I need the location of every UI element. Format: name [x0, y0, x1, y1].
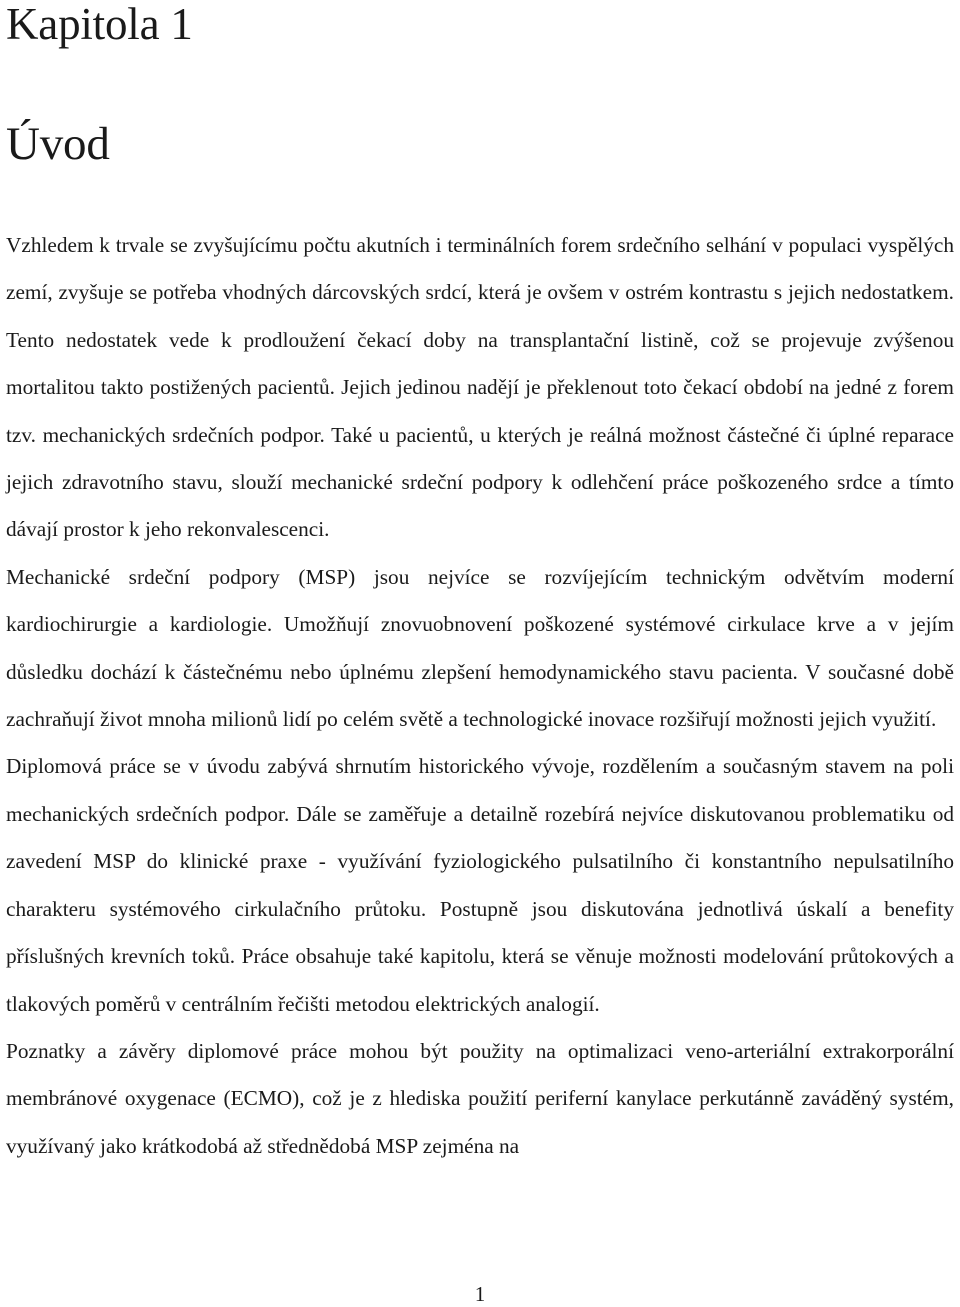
page-number: 1 [474, 1282, 486, 1306]
paragraph-1: Vzhledem k trvale se zvyšujícímu počtu akutních i terminálních forem srdečního selhání v populaci vyspělých zemí, zvyšuje se potřeba vhodných dárcovských srdcí, která je ovšem v ostrém kontrastu s jejich nedostatkem. Tento nedostatek vede k prodloužení čekací doby na transplantační listině, což se projevuje zvýšenou mortalitou takto postižených pacientů. Jejich jedinou nadějí je překlenout toto čekací období na jedné z forem tzv. mechanických srdečních podpor. Také u pacientů, u kterých je reálná možnost částečné či úplné reparace jejich zdravotního stavu, slouží mechanické srdeční podpory k odlehčení práce poškozeného srdce a tímto dávají prostor k jeho rekonvalescenci. [6, 233, 954, 542]
paragraph-4: Poznatky a závěry diplomové práce mohou být použity na optimalizaci veno-arteriální extrakorporální membránové oxygenace (ECMO), což je z hlediska použití periferní kanylace perkutánně zaváděný systém, využívaný jako krátkodobá až střednědobá MSP zejména na [6, 1038, 954, 1158]
document-page [6, 0, 954, 1170]
paragraph-2: Mechanické srdeční podpory (MSP) jsou nejvíce se rozvíjejícím technickým odvětvím moderní kardiochirurgie a kardiologie. Umožňují znovuobnovení poškozené systémové cirkulace krve a v jejím důsledku dochází k částečnému nebo úplnému zlepšení hemodynamického stavu pacienta. V současné době zachraňují život mnoha milionů lidí po celém světě a technologické inovace rozšiřují možnosti jejich využití. [6, 564, 954, 732]
body-text [6, 222, 954, 1170]
chapter-title: Úvod [6, 118, 110, 170]
paragraph-3: Diplomová práce se v úvodu zabývá shrnutím historického vývoje, rozdělením a současným stavem na poli mechanických srdečních podpor. Dále se zaměřuje a detailně rozebírá nejvíce diskutovanou problematiku od zavedení MSP do klinické praxe - využívání fyziologického pulsatilního či konstantního nepulsatilního charakteru systémového cirkulačního průtoku. Postupně jsou diskutována jednotlivá úskalí a benefity příslušných krevních toků. Práce obsahuje také kapitolu, která se věnuje možnosti modelování průtokových a tlakových poměrů v centrálním řečišti metodou elektrických analogií. [6, 754, 954, 1016]
chapter-label: Kapitola 1 [6, 0, 193, 49]
